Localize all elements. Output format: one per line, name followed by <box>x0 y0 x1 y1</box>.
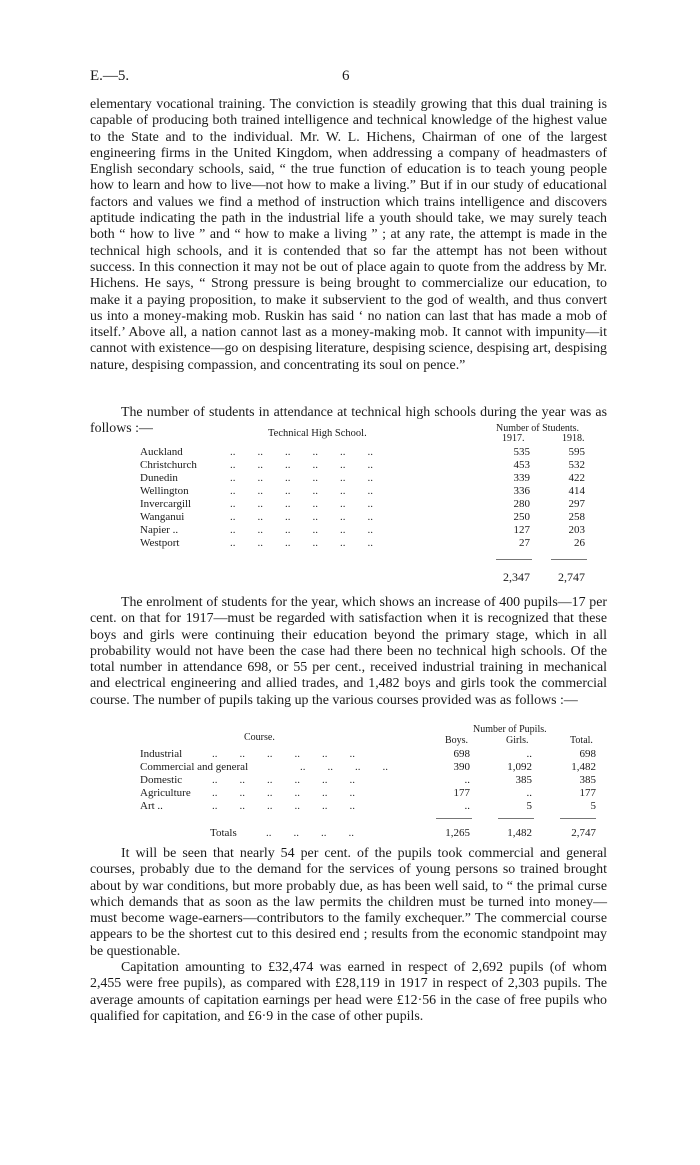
boys-value: .. <box>464 800 470 812</box>
total-rule-total <box>560 818 596 819</box>
school-name: Westport <box>140 537 180 549</box>
table-row <box>140 485 600 498</box>
totals-row <box>140 571 600 584</box>
total-rule-boys <box>436 818 472 819</box>
girls-value: 385 <box>515 774 532 786</box>
school-name: Napier .. <box>140 524 179 536</box>
leader-dots: .. .. .. .. .. .. <box>230 537 373 549</box>
boys-value: .. <box>464 774 470 786</box>
total-value: 1,482 <box>571 761 596 773</box>
table-row <box>140 748 600 761</box>
page-number: 6 <box>342 68 350 84</box>
value-1917: 27 <box>519 537 530 549</box>
totals-label: Totals <box>210 827 237 839</box>
total-value: 698 <box>579 748 596 760</box>
course-name: Agriculture <box>140 787 191 799</box>
value-1918: 414 <box>568 485 585 497</box>
total-value: 385 <box>579 774 596 786</box>
girls-column-header: Girls. <box>506 735 529 746</box>
value-1917: 127 <box>513 524 530 536</box>
table-row <box>140 537 600 550</box>
course-name: Industrial <box>140 748 183 760</box>
total-rule-girls <box>498 818 534 819</box>
table1-intro: The number of students in attendance at technical high schools during the year was as follows :— <box>90 405 607 437</box>
total-column-header: Total. <box>570 735 593 746</box>
year-1917-header: 1917. <box>502 433 525 444</box>
value-1917: 535 <box>513 446 530 458</box>
girls-value: .. <box>526 787 532 799</box>
totals-girls: 1,482 <box>507 827 532 839</box>
leader-dots: .. .. .. .. .. .. <box>230 459 373 471</box>
table-row <box>140 446 600 459</box>
value-1918: 595 <box>568 446 585 458</box>
leader-dots: .. .. .. .. .. .. <box>230 511 373 523</box>
value-1918: 26 <box>574 537 585 549</box>
boys-value: 177 <box>453 787 470 799</box>
course-name: Domestic <box>140 774 183 786</box>
school-name: Invercargill <box>140 498 192 510</box>
table2-intro: The enrolment of students for the year, which shows an increase of 400 pupils—17 per cent. on that for 1917—must be regarded with satisfaction when it is recognized that these boys and girls were continuing their education beyond the primary stage, which in all probability would not have been the case had there been no technical high schools. Of the total number in attendance 698, or 55 per cent., received industrial training in mechanical and electrical engineering and allied trades, and 1,482 boys and girls took the commercial course. The number of pupils taking up the various courses provided was as follows :— <box>90 595 607 708</box>
leader-dots: .. .. .. .. .. .. <box>212 787 355 799</box>
boys-value: 698 <box>453 748 470 760</box>
page-header <box>90 68 610 90</box>
school-column-header: Technical High School. <box>268 428 367 439</box>
totals-boys: 1,265 <box>445 827 470 839</box>
girls-value: .. <box>526 748 532 760</box>
courses-table <box>140 724 600 846</box>
value-1917: 339 <box>513 472 530 484</box>
boys-value: 390 <box>453 761 470 773</box>
table-row <box>140 524 600 537</box>
total-1917: 2,347 <box>503 570 530 584</box>
leader-dots: .. .. .. .. .. .. <box>230 485 373 497</box>
totals-total: 2,747 <box>571 827 596 839</box>
table-row <box>140 459 600 472</box>
value-1917: 336 <box>513 485 530 497</box>
students-table <box>140 420 600 590</box>
table-row <box>140 800 600 813</box>
paragraph-3: It will be seen that nearly 54 per cent. of the pupils took commercial and general courses, probably due to the demand for the services of young persons so trained brought about by war conditions, but more probably due, as has been well said, to “ the primal curse which demands that as soon as the law permits the children must be turned into money—must become wage-earners—contributors to the family exchequer.” The commercial course appears to be the shortest cut to this desired end ; results from the economic standpoint may be questionable. <box>90 846 607 959</box>
pupils-column-header: Number of Pupils. <box>473 724 547 735</box>
value-1918: 258 <box>568 511 585 523</box>
leader-dots: .. .. .. .. <box>266 827 354 839</box>
leader-dots: .. .. .. .. .. .. <box>230 498 373 510</box>
document-reference: E.—5. <box>90 68 130 84</box>
value-1917: 250 <box>513 511 530 523</box>
value-1917: 453 <box>513 459 530 471</box>
leader-dots: .. .. .. .. <box>300 761 388 773</box>
school-name: Dunedin <box>140 472 178 484</box>
school-name: Wanganui <box>140 511 185 523</box>
table-row <box>140 511 600 524</box>
course-name: Art .. <box>140 800 163 812</box>
paragraph-4: Capitation amounting to £32,474 was earned in respect of 2,692 pupils (of whom 2,455 were free pupils), as compared with £28,119 in 1917 in respect of 2,303 pupils. The average amounts of capitation earnings per head were £12·56 in the case of free pupils who qualified for capitation, and £6·9 in the case of other pupils. <box>90 960 607 1024</box>
total-value: 177 <box>579 787 596 799</box>
value-1918: 532 <box>568 459 585 471</box>
year-1918-header: 1918. <box>562 433 585 444</box>
value-1918: 297 <box>568 498 585 510</box>
table-row <box>140 774 600 787</box>
total-value: 5 <box>590 800 596 812</box>
total-1918: 2,747 <box>558 570 585 584</box>
leader-dots: .. .. .. .. .. .. <box>212 800 355 812</box>
totals-row <box>140 827 600 840</box>
total-rule-1917 <box>496 559 532 560</box>
girls-value: 5 <box>526 800 532 812</box>
table-row <box>140 787 600 800</box>
girls-value: 1,092 <box>507 761 532 773</box>
table-row <box>140 761 600 774</box>
leader-dots: .. .. .. .. .. .. <box>230 472 373 484</box>
table-row <box>140 498 600 511</box>
value-1917: 280 <box>513 498 530 510</box>
value-1918: 203 <box>568 524 585 536</box>
course-name: Commercial and general <box>140 761 249 773</box>
leader-dots: .. .. .. .. .. .. <box>230 524 373 536</box>
leader-dots: .. .. .. .. .. .. <box>230 446 373 458</box>
school-name: Wellington <box>140 485 189 497</box>
course-column-header: Course. <box>244 732 275 743</box>
table-row <box>140 472 600 485</box>
boys-column-header: Boys. <box>445 735 469 746</box>
leader-dots: .. .. .. .. .. .. <box>212 774 355 786</box>
leader-dots: .. .. .. .. .. .. <box>212 748 355 760</box>
school-name: Auckland <box>140 446 183 458</box>
value-1918: 422 <box>568 472 585 484</box>
total-rule-1918 <box>551 559 587 560</box>
paragraph-1: elementary vocational training. The conviction is steadily growing that this dual training is capable of producing both trained intelligence and technical knowledge of the highest value to the State and to the individual. Mr. W. L. Hichens, Chairman of one of the largest engineering firms in the United Kingdom, when addressing a company of headmasters of English secondary schools, said, “ the true function of education is to teach young people how to learn and how to live—not how to make a living.” But if in our study of educational factors and values we find a method of instruction which trains intelligence and discovers aptitude indicating the path in the industrial life a youth should take, we may surely teach both “ how to live ” and “ how to make a living ” ; at any rate, the attempt is made in the technical high schools, and it is contended that so far the attempt has not been without success. In this connection it may not be out of place again to quote from the address by Mr. Hichens. He says, “ Strong pressure is being brought to commercialize our education, to make it a paying proposition, to make it subservient to the god of wealth, and thus convert us into a money-making mob. Ruskin has said ‘ no nation can last that has made a mob of itself.’ Above all, a nation cannot last as a money-making mob. It cannot with impunity—it cannot with existence—go on despising literature, despising science, despising art, despising nature, despising compassion, and concentrating its soul on pence.” <box>90 97 607 373</box>
school-name: Christchurch <box>140 459 197 471</box>
number-column-header: Number of Students. <box>496 423 580 434</box>
